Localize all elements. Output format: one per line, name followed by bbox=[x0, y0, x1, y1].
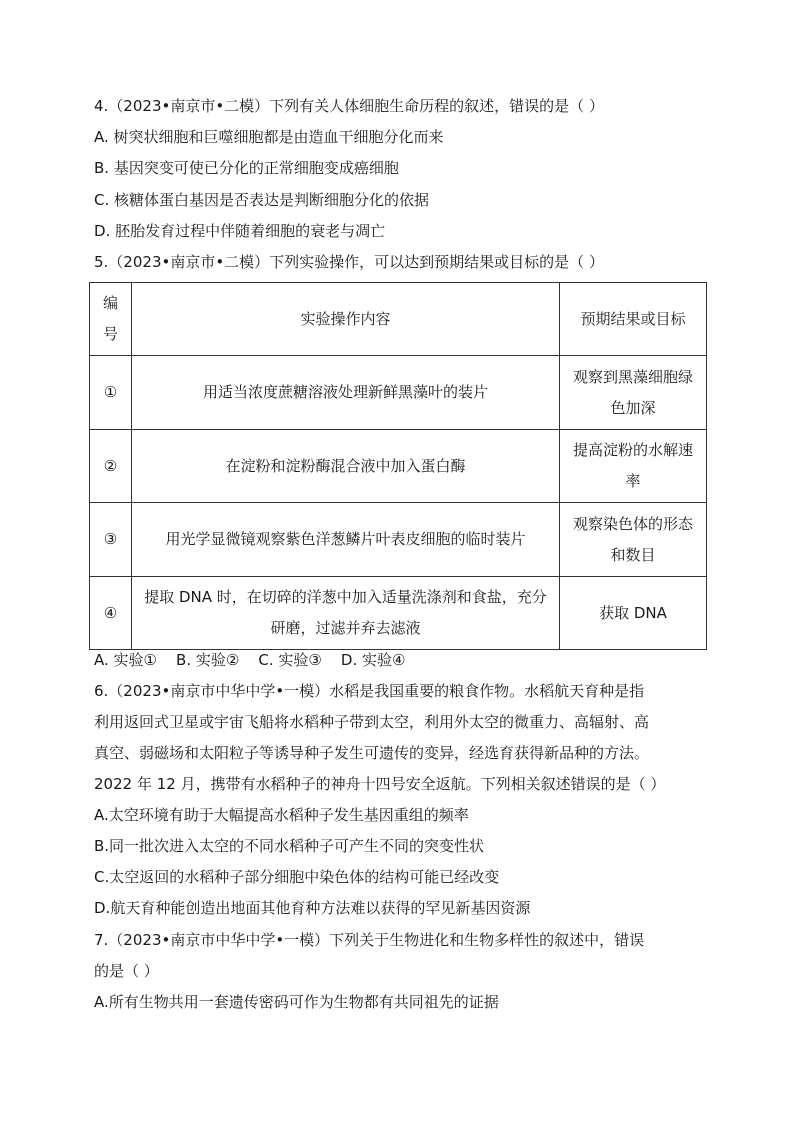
q5-stem: 5.（2023•南京市•二模）下列实验操作，可以达到预期结果或目标的是（ ） bbox=[94, 253, 604, 271]
row-operation: 提取 DNA 时，在切碎的洋葱中加入适量洗涤剂和食盐，充分研磨，过滤并弃去滤液 bbox=[132, 577, 560, 650]
q6-stem-line: 2022 年 12 月，携带有水稻种子的神舟十四号安全返航。下列相关叙述错误的是（ ） bbox=[94, 775, 666, 793]
q6-stem-line: 真空、弱磁场和太阳粒子等诱导种子发生可遗传的变异，经选育获得新品种的方法。 bbox=[94, 744, 650, 762]
q6-option-c: C.太空返回的水稻种子部分细胞中染色体的结构可能已经改变 bbox=[94, 868, 500, 886]
q6-stem-line: 利用返回式卫星或宇宙飞船将水稻种子带到太空，利用外太空的微重力、高辐射、高 bbox=[94, 713, 650, 731]
q7-option-a: A.所有生物共用一套遗传密码可作为生物都有共同祖先的证据 bbox=[94, 993, 499, 1011]
q6-option-d: D.航天育种能创造出地面其他育种方法难以获得的罕见新基因资源 bbox=[94, 899, 531, 917]
header-result: 预期结果或目标 bbox=[560, 283, 707, 356]
q4-stem: 4.（2023•南京市•二模）下列有关人体细胞生命历程的叙述，错误的是（ ） bbox=[94, 97, 604, 115]
row-result: 提高淀粉的水解速率 bbox=[560, 430, 707, 503]
q5-options: A. 实验① B. 实验② C. 实验③ D. 实验④ bbox=[94, 651, 406, 669]
table-row bbox=[90, 503, 707, 577]
table-row bbox=[90, 356, 707, 430]
row-operation: 在淀粉和淀粉酶混合液中加入蛋白酶 bbox=[132, 430, 560, 503]
q4-option-c: C. 核糖体蛋白基因是否表达是判断细胞分化的依据 bbox=[94, 191, 430, 209]
row-result: 观察染色体的形态和数目 bbox=[560, 503, 707, 577]
q4-option-b: B. 基因突变可使已分化的正常细胞变成癌细胞 bbox=[94, 159, 399, 177]
q6-option-b: B.同一批次进入太空的不同水稻种子可产生不同的突变性状 bbox=[94, 837, 485, 855]
row-result: 获取 DNA bbox=[560, 577, 707, 650]
row-number: ④ bbox=[90, 577, 132, 650]
row-number: ② bbox=[90, 430, 132, 503]
q6-option-a: A.太空环境有助于大幅提高水稻种子发生基因重组的频率 bbox=[94, 806, 469, 824]
row-operation: 用适当浓度蔗糖溶液处理新鲜黑藻叶的装片 bbox=[132, 356, 560, 430]
q4-option-d: D. 胚胎发育过程中伴随着细胞的衰老与凋亡 bbox=[94, 222, 386, 240]
row-operation: 用光学显微镜观察紫色洋葱鳞片叶表皮细胞的临时装片 bbox=[132, 503, 560, 577]
header-number: 编号 bbox=[90, 283, 132, 356]
table-row bbox=[90, 577, 707, 650]
experiment-table bbox=[89, 282, 707, 650]
table-header-row bbox=[90, 283, 707, 356]
q4-option-a: A. 树突状细胞和巨噬细胞都是由造血干细胞分化而来 bbox=[94, 128, 444, 146]
row-result: 观察到黑藻细胞绿色加深 bbox=[560, 356, 707, 430]
row-number: ③ bbox=[90, 503, 132, 577]
row-number: ① bbox=[90, 356, 132, 430]
table-row bbox=[90, 430, 707, 503]
q7-stem-line: 的是（ ） bbox=[94, 962, 159, 980]
q6-stem-line: 6.（2023•南京市中华中学•一模）水稻是我国重要的粮食作物。水稻航天育种是指 bbox=[94, 682, 645, 700]
header-operation: 实验操作内容 bbox=[132, 283, 560, 356]
q7-stem-line: 7.（2023•南京市中华中学•一模）下列关于生物进化和生物多样性的叙述中，错误 bbox=[94, 931, 645, 949]
